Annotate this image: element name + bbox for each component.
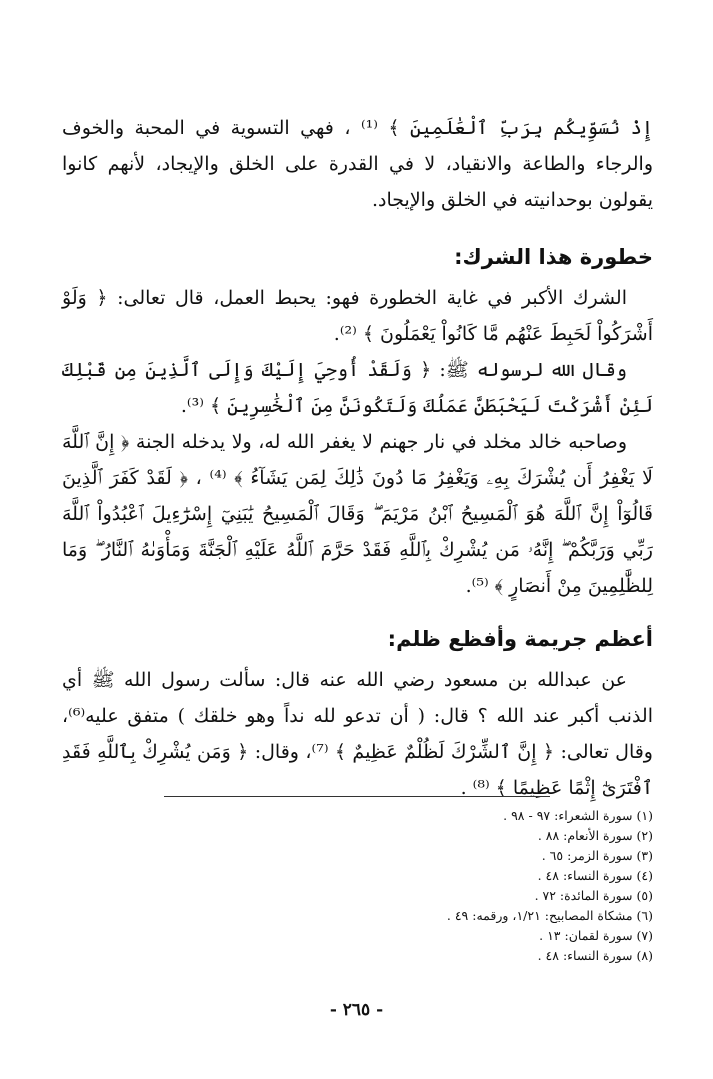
footnote-item: (٢) سورة الأنعام: ٨٨ .: [537, 828, 653, 843]
paragraph-intro: إِذْ نُسَوِّيكُم بِرَبِّ ٱلْعَٰلَمِينَ ﴾ ⁽¹⁾ ، فهي التسوية في المحبة والخوف والرجاء والطاعة والانقياد، لا في القدرة على الخلق والإيجاد، لأنهم كانوا يقولون بوحدانيته في الخلق والإيجاد.: [62, 117, 653, 211]
footnote-item: (٤) سورة النساء: ٤٨ .: [537, 868, 653, 883]
footnotes: [233, 806, 653, 966]
paragraph-ibn-masud-hadith: عن عبدالله بن مسعود رضي الله عنه قال: سألت رسول الله ﷺ أي الذنب أكبر عند الله ؟ قال: ( أن تدعو لله نداً وهو خلقك ) متفق عليه⁽⁶⁾، وقال تعالى: ﴿ إِنَّ ٱلشِّرْكَ لَظُلْمٌ عَظِيمٌ ﴾ ⁽⁷⁾، وقال: ﴿ وَمَن يُشْرِكْ بِٱللَّهِ فَقَدِ ٱفْتَرَىٰٓ إِثْمًا عَظِيمًا ﴾ ⁽⁸⁾ .: [62, 669, 653, 799]
heading-greatest-crime: أعظم جريمة وأفظع ظلم:: [387, 627, 653, 651]
footnote-item: (١) سورة الشعراء: ٩٧ - ٩٨ .: [503, 808, 653, 823]
footnote-item: (٣) سورة الزمر: ٦٥ .: [541, 848, 653, 863]
footnote-item: (٥) سورة المائدة: ٧٢ .: [534, 888, 653, 903]
paragraph-to-messenger: وقال الله لرسوله ﷺ: ﴿ وَلَقَدْ أُوحِيَ إِلَيْكَ وَإِلَى ٱلَّذِينَ مِن قَبْلِكَ لَئِنْ أَشْرَكْتَ لَيَحْبَطَنَّ عَمَلُكَ وَلَتَكُونَنَّ مِنَ ٱلْخَٰسِرِينَ ﴾ ⁽³⁾.: [62, 359, 653, 417]
footnote-divider: [164, 796, 550, 797]
paragraph-eternal-fire: وصاحبه خالد مخلد في نار جهنم لا يغفر الله له، ولا يدخله الجنة ﴿ إِنَّ ٱللَّهَ لَا يَغْفِرُ أَن يُشْرَكَ بِهِۦ وَيَغْفِرُ مَا دُونَ ذَٰلِكَ لِمَن يَشَآءُ ﴾ ⁽⁴⁾ ، ﴿ لَقَدْ كَفَرَ ٱلَّذِينَ قَالُوٓاْ إِنَّ ٱللَّهَ هُوَ ٱلْمَسِيحُ ٱبْنُ مَرْيَمَ ۖ وَقَالَ ٱلْمَسِيحُ يَٰبَنِيٓ إِسْرَٰٓءِيلَ ٱعْبُدُواْ ٱللَّهَ رَبِّي وَرَبَّكُمْ ۖ إِنَّهُۥ مَن يُشْرِكْ بِٱللَّهِ فَقَدْ حَرَّمَ ٱللَّهُ عَلَيْهِ ٱلْجَنَّةَ وَمَأْوَىٰهُ ٱلنَّارُ ۖ وَمَا لِلظَّٰلِمِينَ مِنْ أَنصَارٍ ﴾ ⁽⁵⁾.: [62, 431, 653, 597]
footnote-item: (٨) سورة النساء: ٤٨ .: [537, 948, 653, 963]
spacer: [62, 604, 653, 622]
page-number: - ٢٦٥ -: [329, 1000, 384, 1020]
footnote-item: (٦) مشكاة المصابيح: ١/٢١، ورقمه: ٤٩ .: [446, 908, 653, 923]
heading-danger-of-shirk: خطورة هذا الشرك:: [454, 245, 653, 269]
footnote-item: (٧) سورة لقمان: ١٣ .: [539, 928, 653, 943]
paragraph-major-shirk: الشرك الأكبر في غاية الخطورة فهو: يحبط العمل، قال تعالى: ﴿ وَلَوْ أَشْرَكُواْ لَحَبِطَ عَنْهُم مَّا كَانُواْ يَعْمَلُونَ ﴾ ⁽²⁾.: [62, 287, 653, 345]
